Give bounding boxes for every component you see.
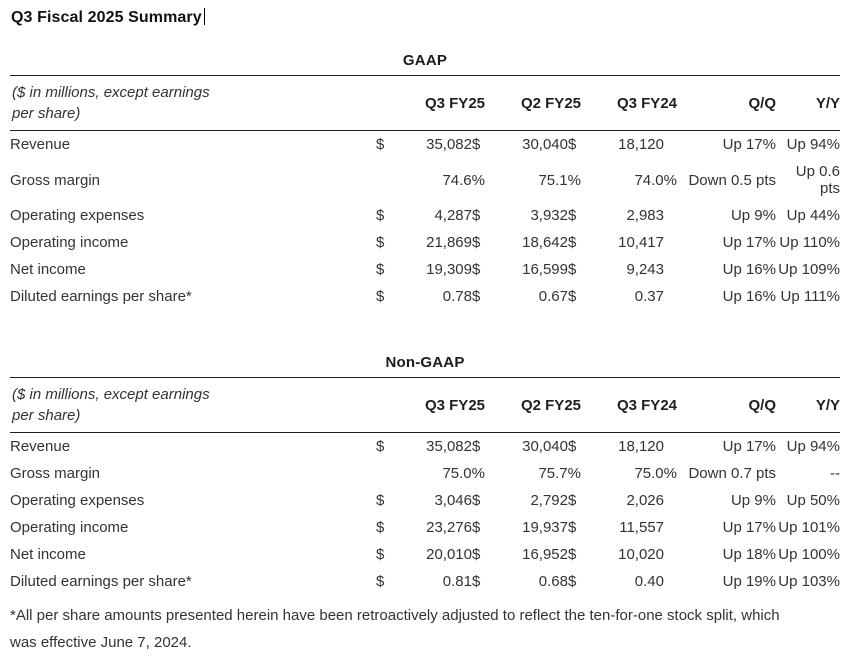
value-qq: Up 16% [722, 261, 776, 278]
table-row-gross-margin [10, 460, 840, 487]
row-label: Gross margin [10, 171, 101, 189]
table-row-diluted-eps [10, 568, 840, 595]
currency-symbol: $ [568, 438, 577, 455]
value-q3fy24: 74.0% [634, 171, 677, 189]
value-q3fy25: 0.78 [442, 288, 472, 305]
currency-symbol: $ [568, 546, 577, 563]
value-q2fy25: 3,932 [530, 207, 568, 224]
row-label: Revenue [10, 438, 71, 455]
currency-symbol: $ [376, 546, 385, 563]
value-yy: Up 110% [779, 234, 840, 251]
value-yy: Up 44% [786, 207, 840, 224]
value-q3fy25: 23,276 [426, 519, 472, 536]
value-q2fy25: 0.68 [538, 573, 568, 590]
column-header-qq: Q/Q [748, 94, 776, 112]
gaap-table [10, 75, 840, 310]
value-q3fy24: 18,120 [618, 438, 664, 455]
currency-symbol: $ [376, 136, 385, 153]
value-qq: Up 19% [722, 573, 776, 590]
page-title-text: Q3 Fiscal 2025 Summary [11, 9, 202, 26]
row-label: Diluted earnings per share* [10, 573, 192, 590]
non-gaap-header-row [10, 378, 840, 433]
value-q3fy25: 3,046 [434, 492, 472, 509]
currency-symbol: $ [376, 519, 385, 536]
value-q2fy25: 30,040 [522, 438, 568, 455]
column-header-qq: Q/Q [748, 396, 776, 414]
currency-symbol: $ [376, 261, 385, 278]
column-header-yy: Y/Y [815, 396, 840, 414]
value-yy: Up 101% [778, 519, 840, 536]
value-yy: Up 50% [786, 492, 840, 509]
column-header-q3fy24: Q3 FY24 [616, 94, 677, 112]
column-header-q2fy25: Q2 FY25 [520, 396, 581, 414]
currency-symbol: $ [472, 519, 481, 536]
units-note: ($ in millions, except earnings per share) [12, 386, 210, 424]
gaap-section [10, 52, 840, 310]
table-row-diluted-eps [10, 283, 840, 310]
currency-symbol: $ [472, 573, 481, 590]
currency-symbol: $ [568, 234, 577, 251]
non-gaap-section-title: Non-GAAP [385, 354, 465, 371]
value-q2fy25: 16,952 [522, 546, 568, 563]
value-yy: Up 109% [778, 261, 840, 278]
table-row-operating-expenses [10, 487, 840, 514]
value-qq: Down 0.5 pts [688, 171, 776, 189]
value-q3fy25: 75.0% [442, 465, 485, 482]
value-yy: Up 94% [786, 438, 840, 455]
row-label: Operating income [10, 234, 129, 251]
value-q3fy25: 4,287 [434, 207, 472, 224]
currency-symbol: $ [472, 546, 481, 563]
value-q3fy24: 2,983 [626, 207, 664, 224]
currency-symbol: $ [376, 234, 385, 251]
value-qq: Up 17% [722, 438, 776, 455]
stock-split-footnote [10, 602, 840, 656]
currency-symbol: $ [376, 438, 385, 455]
value-q2fy25: 75.1% [538, 171, 581, 189]
value-qq: Up 9% [730, 492, 776, 509]
value-q3fy24: 2,026 [626, 492, 664, 509]
row-label: Revenue [10, 136, 71, 153]
row-label: Net income [10, 546, 86, 563]
value-q3fy25: 19,309 [426, 261, 472, 278]
non-gaap-section [10, 354, 840, 595]
value-yy: Up 100% [778, 546, 840, 563]
value-q3fy25: 0.81 [442, 573, 472, 590]
value-yy: Up 94% [786, 136, 840, 153]
text-cursor [204, 8, 206, 25]
row-label: Net income [10, 261, 86, 278]
non-gaap-table [10, 377, 840, 595]
value-qq: Up 16% [722, 288, 776, 305]
table-row-revenue [10, 433, 840, 461]
value-q3fy24: 75.0% [634, 465, 677, 482]
value-qq: Up 18% [722, 546, 776, 563]
value-q3fy24: 10,417 [618, 234, 664, 251]
value-yy: Up 0.6 pts [795, 163, 840, 197]
currency-symbol: $ [568, 288, 577, 305]
value-yy: Up 111% [780, 288, 840, 305]
table-row-revenue [10, 131, 840, 159]
table-row-operating-income [10, 514, 840, 541]
value-q2fy25: 75.7% [538, 465, 581, 482]
footnote-line-1: *All per share amounts presented herein have been retroactively adjusted to reflect the ten-for-one stock split, which [10, 607, 780, 624]
units-note: ($ in millions, except earnings per share) [12, 84, 210, 122]
column-header-q3fy24: Q3 FY24 [616, 396, 677, 414]
value-q2fy25: 30,040 [522, 136, 568, 153]
gaap-section-title: GAAP [402, 52, 448, 69]
currency-symbol: $ [568, 519, 577, 536]
value-q2fy25: 18,642 [522, 234, 568, 251]
value-qq: Up 17% [722, 234, 776, 251]
table-row-gross-margin [10, 158, 840, 202]
currency-symbol: $ [568, 207, 577, 224]
row-label: Gross margin [10, 465, 101, 482]
currency-symbol: $ [472, 136, 481, 153]
row-label: Operating expenses [10, 492, 145, 509]
value-qq: Down 0.7 pts [688, 465, 776, 482]
currency-symbol: $ [376, 207, 385, 224]
column-header-yy: Y/Y [815, 94, 840, 112]
value-q3fy25: 74.6% [442, 171, 485, 189]
column-header-q2fy25: Q2 FY25 [520, 94, 581, 112]
column-header-q3fy25: Q3 FY25 [424, 396, 485, 414]
currency-symbol: $ [472, 207, 481, 224]
value-q3fy24: 11,557 [619, 519, 664, 536]
row-label: Operating income [10, 519, 129, 536]
currency-symbol: $ [376, 288, 385, 305]
currency-symbol: $ [568, 492, 577, 509]
table-row-net-income [10, 256, 840, 283]
value-q3fy25: 35,082 [426, 438, 472, 455]
currency-symbol: $ [472, 234, 481, 251]
value-qq: Up 17% [722, 136, 776, 153]
currency-symbol: $ [376, 573, 385, 590]
value-qq: Up 17% [722, 519, 776, 536]
currency-symbol: $ [472, 492, 481, 509]
value-q2fy25: 2,792 [530, 492, 568, 509]
value-q2fy25: 0.67 [538, 288, 568, 305]
column-header-q3fy25: Q3 FY25 [424, 94, 485, 112]
currency-symbol: $ [568, 261, 577, 278]
page-title[interactable] [11, 7, 840, 29]
currency-symbol: $ [568, 573, 577, 590]
value-qq: Up 9% [730, 207, 776, 224]
value-q2fy25: 16,599 [522, 261, 568, 278]
row-label: Diluted earnings per share* [10, 288, 192, 305]
table-row-operating-expenses [10, 202, 840, 229]
value-q3fy24: 0.40 [634, 573, 664, 590]
value-q3fy24: 10,020 [618, 546, 664, 563]
value-yy: -- [830, 465, 840, 482]
value-q3fy25: 21,869 [426, 234, 472, 251]
table-row-net-income [10, 541, 840, 568]
currency-symbol: $ [472, 261, 481, 278]
currency-symbol: $ [472, 288, 481, 305]
value-yy: Up 103% [778, 573, 840, 590]
currency-symbol: $ [472, 438, 481, 455]
footnote-line-2: was effective June 7, 2024. [10, 634, 192, 651]
value-q3fy25: 35,082 [426, 136, 472, 153]
gaap-header-row [10, 76, 840, 131]
currency-symbol: $ [376, 492, 385, 509]
currency-symbol: $ [568, 136, 577, 153]
value-q2fy25: 19,937 [522, 519, 568, 536]
value-q3fy24: 18,120 [618, 136, 664, 153]
value-q3fy24: 9,243 [626, 261, 664, 278]
row-label: Operating expenses [10, 207, 145, 224]
table-row-operating-income [10, 229, 840, 256]
value-q3fy25: 20,010 [426, 546, 472, 563]
value-q3fy24: 0.37 [634, 288, 664, 305]
